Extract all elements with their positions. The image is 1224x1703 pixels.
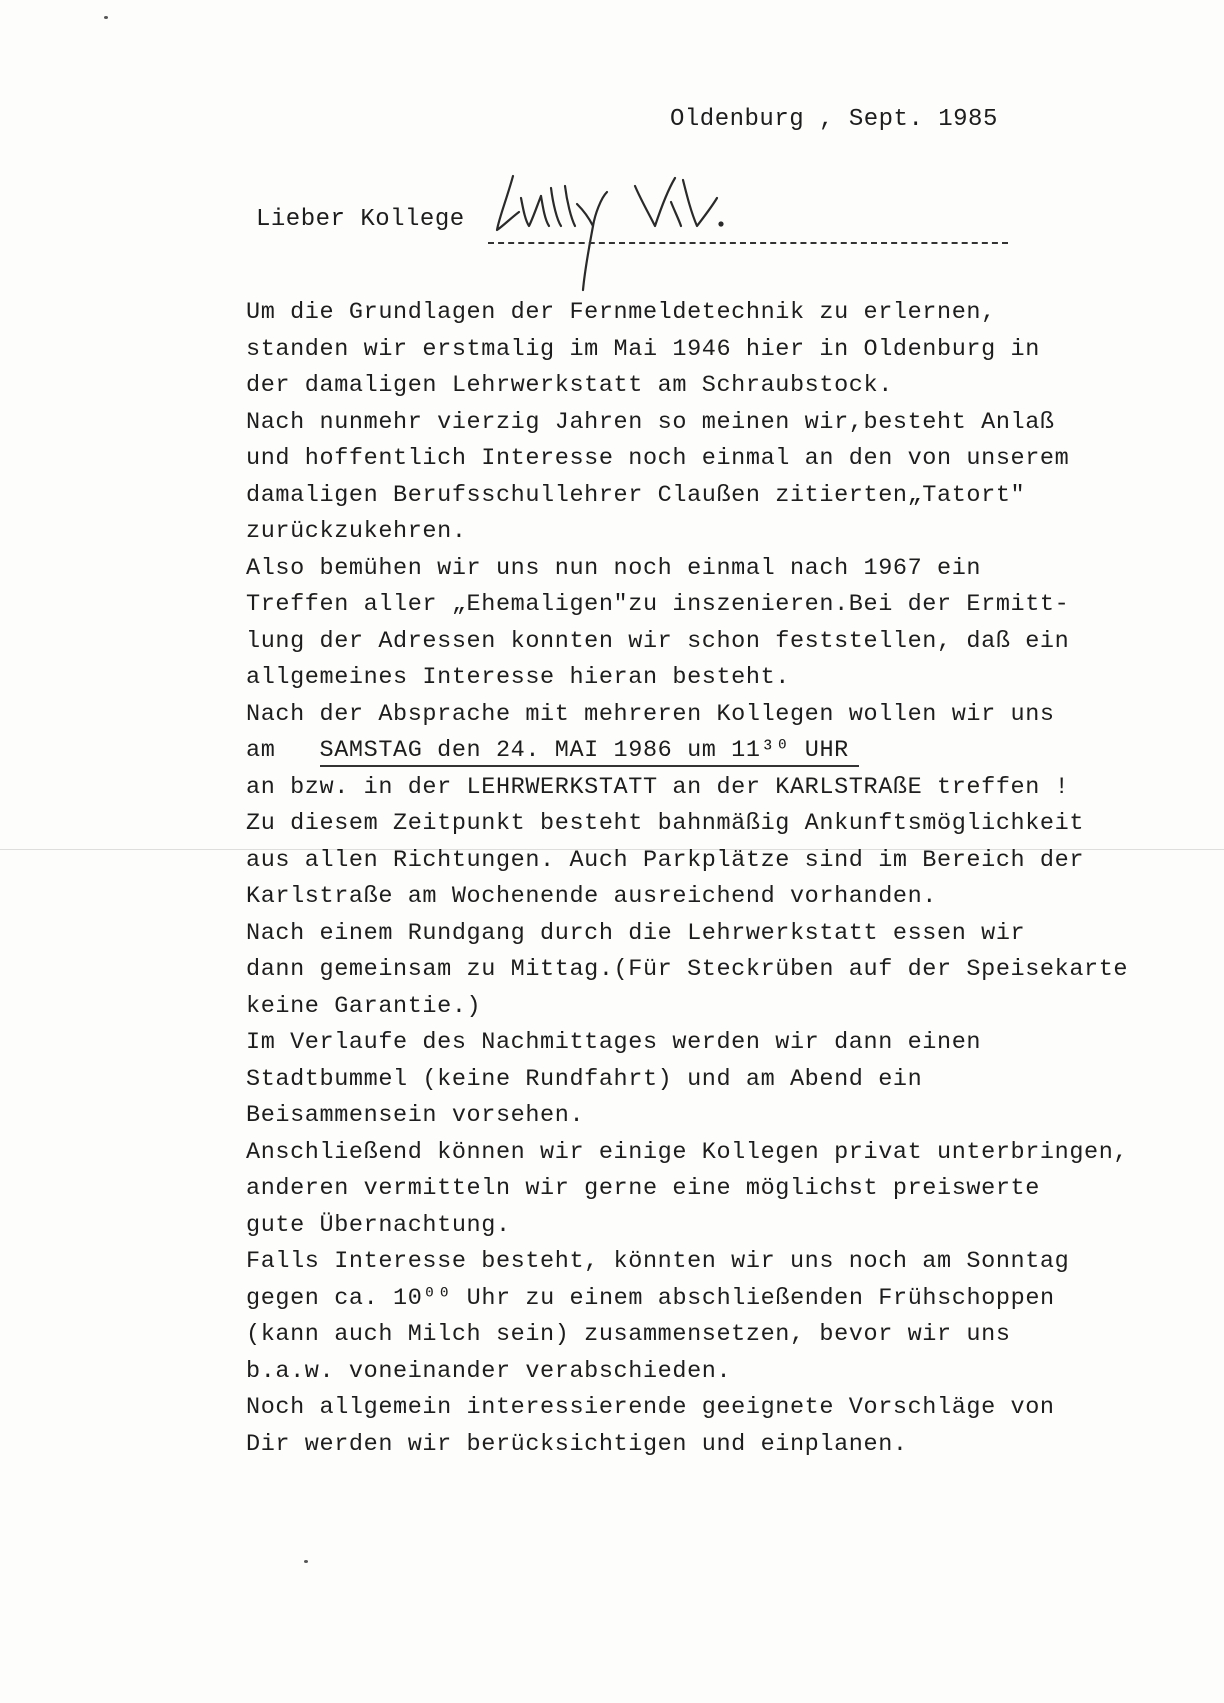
body-line: standen wir erstmalig im Mai 1946 hier in Oldenburg in (246, 335, 1040, 363)
body-line: b.a.w. voneinander verabschieden. (246, 1357, 732, 1385)
body-line: zurückzukehren. (246, 518, 467, 545)
body-line: Zu diesem Zeitpunkt besteht bahnmäßig Ankunftsmöglichkeit (246, 810, 1085, 837)
body-line: Anschließend können wir einige Kollegen privat unterbringen, (246, 1138, 1129, 1166)
body-line: damaligen Berufsschullehrer Claußen zitierten„Tatort" (246, 481, 1026, 509)
date-line: Oldenburg , Sept. 1985 (670, 106, 998, 133)
body-line: Karlstraße am Wochenende ausreichend vorhanden. (246, 883, 938, 910)
body-line: gegen ca. 10⁰⁰ Uhr zu einem abschließenden Frühschoppen (246, 1284, 1055, 1312)
body-line: der damaligen Lehrwerkstatt am Schraubstock. (246, 372, 893, 399)
body-line: Treffen aller „Ehemaligen"zu inszenieren.Bei der Ermitt- (246, 591, 1070, 618)
body-line: Beisammensein vorsehen. (246, 1102, 585, 1129)
body-line: Falls Interesse besteht, könnten wir uns noch am Sonntag (246, 1248, 1070, 1275)
body-line: anderen vermitteln wir gerne eine möglichst preiswerte (246, 1175, 1040, 1202)
body-line: lung der Adressen konnten wir schon feststellen, daß ein (246, 627, 1070, 655)
handwritten-signature (485, 168, 785, 293)
body-line: an bzw. in der LEHRWERKSTATT an der KARLSTRAßE treffen ! (246, 773, 1070, 801)
body-line: und hoffentlich Interesse noch einmal an den von unserem (246, 445, 1070, 472)
body-line: dann gemeinsam zu Mittag.(Für Steckrüben auf der Speisekarte (246, 956, 1129, 983)
body-line: Noch allgemein interessierende geeignete Vorschläge von (246, 1394, 1055, 1421)
body-line: Nach der Absprache mit mehreren Kollegen wollen wir uns (246, 700, 1055, 728)
body-line: Stadtbummel (keine Rundfahrt) und am Abend ein (246, 1065, 923, 1093)
signature-dash-line (488, 242, 1008, 244)
body-line: allgemeines Interesse hieran besteht. (246, 664, 790, 691)
body-line: Dir werden wir berücksichtigen und einplanen. (246, 1430, 908, 1458)
salutation: Lieber Kollege (256, 206, 465, 233)
meeting-line (246, 733, 1186, 770)
body-line: (kann auch Milch sein) zusammensetzen, bevor wir uns (246, 1321, 1011, 1348)
body-line: Nach einem Rundgang durch die Lehrwerkstatt essen wir (246, 919, 1026, 947)
paper-speck (104, 16, 108, 19)
body-line: Nach nunmehr vierzig Jahren so meinen wir,besteht Anlaß (246, 408, 1055, 436)
body-line: aus allen Richtungen. Auch Parkplätze sind im Bereich der (246, 846, 1085, 874)
body-line: Im Verlaufe des Nachmittages werden wir dann einen (246, 1029, 982, 1056)
meeting-prefix: am (246, 737, 276, 764)
paper-speck (304, 1560, 308, 1563)
meeting-detail: SAMSTAG den 24. MAI 1986 um 11³⁰ UHR (320, 737, 859, 767)
body-line: gute Übernachtung. (246, 1211, 511, 1239)
paper-fold-line (0, 849, 1224, 850)
body-line: Also bemühen wir uns nun noch einmal nach 1967 ein (246, 554, 982, 582)
body-line: Um die Grundlagen der Fernmeldetechnik zu erlernen, (246, 299, 996, 326)
letter-body (246, 295, 1186, 1463)
body-line: keine Garantie.) (246, 992, 482, 1020)
